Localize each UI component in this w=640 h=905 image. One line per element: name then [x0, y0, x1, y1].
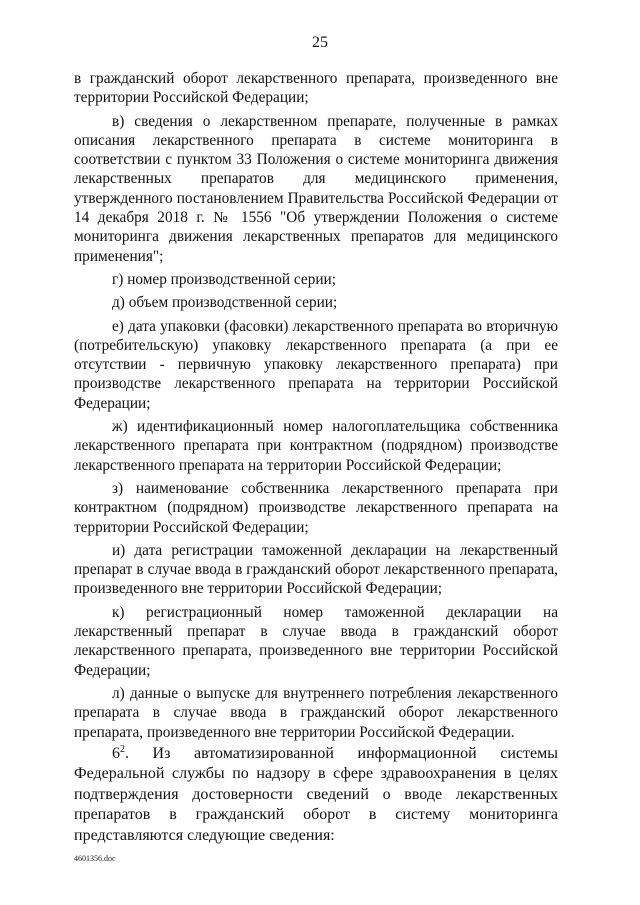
section-paragraph [74, 744, 558, 847]
paragraph-item-g: г) номер производственной серии; [112, 270, 336, 288]
paragraph-item-l: л) данные о выпуске для внутреннего потребления лекарственного препарата в случае ввода в гражданский оборот лекарственного препарата, произведенного вне территории Российской Федерации. [74, 684, 558, 741]
section-number: 6 [112, 744, 120, 762]
paragraph-item-v: в) сведения о лекарственном препарате, полученные в рамках описания лекарственного препарата в системе мониторинга в соответствии с пунктом 33 Положения о системе мониторинга движения лекарственных препаратов для медицинского применения, утвержденного постановлением Правительства Российской Федерации от 14 декабря 2018 г. № 1556 "Об утверждении Положения о системе мониторинга движения лекарственных препаратов для медицинского применения"; [74, 112, 558, 265]
document-code: 4601356.doc [74, 854, 116, 863]
paragraph-item-i: и) дата регистрации таможенной декларации на лекарственный препарат в случае ввода в гражданский оборот лекарственного препарата, произведенного вне территории Российской Федерации; [74, 541, 558, 598]
paragraph-continuation: в гражданский оборот лекарственного препарата, произведенного вне территории Российской Федерации; [74, 70, 558, 107]
section-text: . Из автоматизированной информационной системы Федеральной службы по надзору в сфере здравоохранения в целях подтверждения достоверности сведений о вводе лекарственных препаратов в гражданский оборот в систему мониторинга представляются следующие сведения: [74, 744, 558, 844]
paragraph-item-d: д) объем производственной серии; [112, 294, 338, 312]
paragraph-item-k: к) регистрационный номер таможенной декларации на лекарственный препарат в случае ввода в гражданский оборот лекарственного препарата, произведенного вне территории Российской Федерации; [74, 603, 558, 679]
paragraph-item-z: з) наименование собственника лекарственного препарата при контрактном (подрядном) производстве лекарственного препарата на территории Российской Федерации; [74, 479, 558, 536]
section-superscript: 2 [120, 743, 125, 755]
paragraph-item-zh: ж) идентификационный номер налогоплательщика собственника лекарственного препарата при контрактном (подрядном) производстве лекарственного препарата на территории Российской Федерации; [74, 418, 558, 474]
paragraph-item-e: е) дата упаковки (фасовки) лекарственного препарата во вторичную (потребительскую) упаковку лекарственного препарата (а при ее отсутствии - первичную упаковку лекарственного препарата) при производстве лекарственного препарата на территории Российской Федерации; [74, 317, 558, 412]
page-number: 25 [312, 34, 328, 51]
document-body [74, 69, 558, 846]
